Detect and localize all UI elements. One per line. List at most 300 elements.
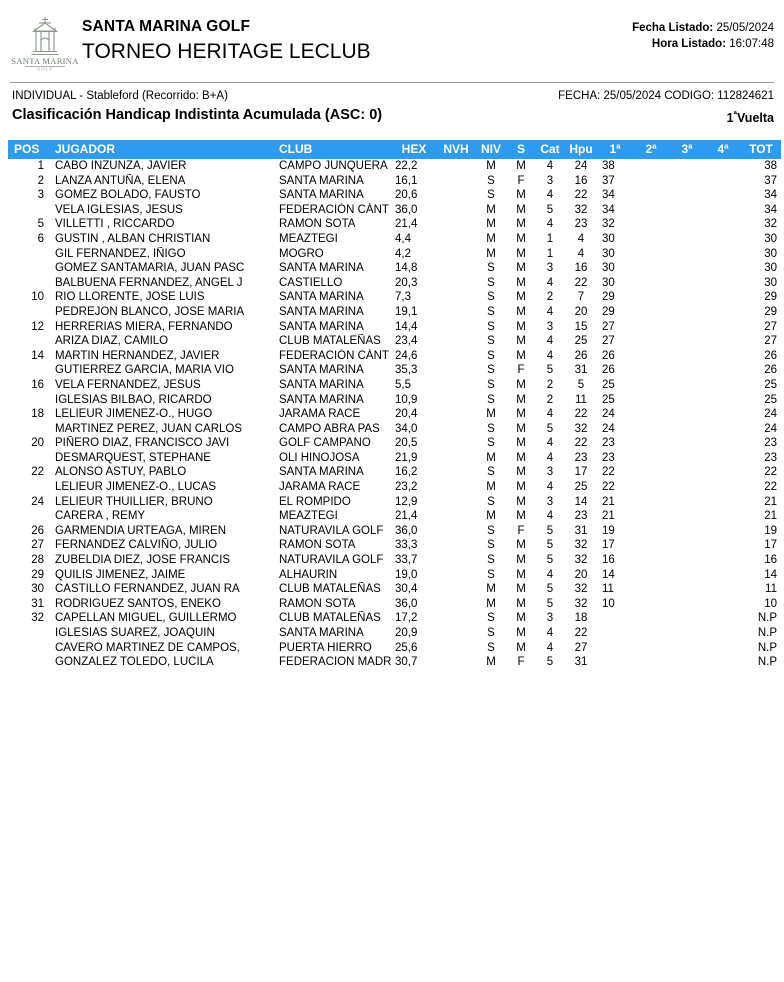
cell-round-1: 19 (602, 524, 615, 537)
cell-club: CLUB MATALEÑAS (279, 612, 381, 625)
cell-category: 4 (546, 276, 554, 289)
cell-player-name: ARIZA DIAZ, CAMILO (55, 335, 169, 348)
cell-player-name: GOMEZ BOLADO, FAUSTO (55, 189, 201, 202)
fecha-listado-value: 25/05/2024 (716, 22, 774, 34)
cell-niv: M (486, 218, 496, 231)
cell-hpu: 31 (574, 364, 588, 377)
cell-club: SANTA MARINA (279, 320, 364, 333)
cell-round-3 (669, 320, 705, 335)
cell-nvh (437, 509, 475, 524)
cell-round-1 (597, 626, 633, 641)
brand-block (82, 18, 371, 65)
cell-hex: 30,7 (395, 656, 418, 669)
column-header-round-2: 2ª (633, 140, 669, 159)
cell-round-3 (669, 422, 705, 437)
club-name: SANTA MARINA GOLF (82, 18, 251, 35)
cell-player-name: LANZA ANTUÑA, ELENA (55, 174, 186, 187)
table-row (8, 276, 781, 291)
cell-hex: 30,4 (395, 583, 418, 596)
cell-hpu: 17 (574, 466, 588, 479)
cell-round-1: 37 (602, 174, 615, 187)
cell-player-name: GUSTIN , ALBAN CHRISTIAN (55, 232, 211, 245)
cell-round-3 (669, 465, 705, 480)
cell-sex: M (516, 627, 526, 639)
cell-club: GOLF CAMPANO (279, 437, 371, 450)
cell-round-2 (633, 261, 669, 276)
cell-hpu: 22 (574, 276, 588, 289)
cell-total: 38 (764, 160, 777, 172)
cell-club: RAMON SOTA (279, 539, 356, 552)
cell-round-4 (705, 582, 741, 597)
column-header-jugador: JUGADOR (50, 140, 277, 159)
cell-round-3 (669, 451, 705, 466)
cell-position: 2 (37, 174, 44, 187)
cell-category: 3 (546, 262, 554, 275)
tournament-title: TORNEO HERITAGE LECLUB (82, 40, 371, 63)
cell-hpu: 32 (574, 203, 588, 216)
cell-club: RAMON SOTA (279, 218, 356, 231)
cell-round-2 (633, 495, 669, 510)
cell-round-2 (633, 538, 669, 553)
cell-position (8, 247, 50, 262)
cell-round-3 (669, 611, 705, 626)
cell-category: 4 (546, 160, 554, 172)
cell-hex: 20,5 (395, 437, 418, 450)
cell-round-2 (633, 276, 669, 291)
cell-hpu: 32 (574, 422, 588, 435)
cell-hex: 36,0 (395, 524, 418, 537)
cell-nvh (437, 276, 475, 291)
cell-hex: 25,6 (395, 641, 418, 654)
cell-hex: 35,3 (395, 364, 418, 377)
cell-round-2 (633, 334, 669, 349)
cell-category: 3 (546, 612, 554, 625)
cell-round-3 (669, 655, 705, 670)
cell-round-2 (633, 203, 669, 218)
cell-sex: M (516, 451, 526, 464)
cell-nvh (437, 422, 475, 437)
cell-club: CAMPO JUNQUERA (279, 160, 388, 172)
cell-hex: 7,3 (395, 291, 411, 304)
cell-hex: 4,4 (395, 232, 411, 245)
cell-round-1: 27 (602, 335, 615, 348)
cell-round-3 (669, 480, 705, 495)
cell-player-name: CAVERO MARTINEZ DE CAMPOS, (55, 641, 240, 654)
cell-position (8, 655, 50, 670)
cell-hpu: 22 (574, 437, 588, 450)
cell-hpu: 7 (577, 291, 585, 304)
cell-niv: S (487, 466, 495, 479)
cell-player-name: LELIEUR THUILLIER, BRUNO (55, 495, 213, 508)
cell-club: SANTA MARINA (279, 466, 364, 479)
cell-total: 16 (764, 554, 777, 567)
cell-round-3 (669, 407, 705, 422)
cell-round-3 (669, 393, 705, 408)
table-row (8, 363, 781, 378)
cell-round-2 (633, 290, 669, 305)
cell-nvh (437, 568, 475, 583)
cell-position: 24 (31, 495, 44, 508)
cell-player-name: RODRIGUEZ SANTOS, ENEKO (55, 597, 221, 610)
cell-total: 34 (764, 203, 777, 216)
cell-total: 11 (765, 583, 777, 596)
cell-round-3 (669, 247, 705, 262)
cell-total: 27 (764, 320, 777, 333)
cell-round-1 (597, 611, 633, 626)
chapel-monument-icon (8, 14, 82, 72)
logo-wordmark: SANTA MARINA (11, 56, 79, 66)
table-row (8, 290, 781, 305)
cell-round-1: 23 (602, 437, 615, 450)
cell-sex: M (516, 218, 526, 231)
table-row (8, 174, 781, 189)
cell-position (8, 261, 50, 276)
cell-round-1: 26 (602, 364, 615, 377)
cell-round-1: 29 (602, 291, 615, 304)
cell-club: MEAZTEGI (279, 510, 338, 523)
cell-total: 25 (764, 378, 777, 391)
cell-sex: M (516, 378, 526, 391)
table-row (8, 641, 781, 656)
cell-round-4 (705, 349, 741, 364)
cell-hex: 20,3 (395, 276, 418, 289)
cell-player-name: GUTIERREZ GARCIA, MARIA VIO (55, 364, 234, 377)
cell-niv: S (487, 437, 495, 450)
cell-round-4 (705, 641, 741, 656)
cell-nvh (437, 611, 475, 626)
cell-position (8, 422, 50, 437)
cell-hex: 16,2 (395, 466, 418, 479)
cell-hpu: 25 (574, 481, 588, 494)
table-row (8, 393, 781, 408)
cell-round-3 (669, 641, 705, 656)
cell-niv: M (486, 203, 496, 216)
cell-club: SANTA MARINA (279, 378, 364, 391)
cell-hpu: 24 (574, 160, 588, 172)
cell-niv: S (487, 349, 495, 362)
vuelta-ordinal-suffix: ª (733, 109, 737, 119)
cell-hpu: 16 (574, 262, 588, 275)
cell-niv: S (487, 393, 495, 406)
cell-round-1: 30 (602, 247, 615, 260)
cell-total: 27 (764, 335, 777, 348)
cell-category: 4 (546, 437, 554, 450)
column-header-nvh: NVH (437, 140, 475, 159)
cell-niv: S (487, 305, 495, 318)
cell-round-1: 34 (602, 189, 615, 202)
cell-round-1: 30 (602, 262, 615, 275)
cell-round-4 (705, 524, 741, 539)
cell-round-3 (669, 436, 705, 451)
cell-total: 32 (764, 218, 777, 231)
cell-round-2 (633, 611, 669, 626)
cell-niv: S (487, 262, 495, 275)
table-row (8, 524, 781, 539)
cell-round-3 (669, 232, 705, 247)
cell-sex: M (516, 305, 526, 318)
cell-player-name: BALBUENA FERNANDEZ, ANGEL J (55, 276, 243, 289)
cell-round-2 (633, 655, 669, 670)
cell-sex: M (516, 568, 526, 581)
cell-sex: F (517, 364, 525, 377)
cell-nvh (437, 626, 475, 641)
cell-player-name: RIO LLORENTE, JOSE LUIS (55, 291, 205, 304)
cell-nvh (437, 320, 475, 335)
cell-round-2 (633, 305, 669, 320)
cell-sex: M (516, 481, 526, 494)
santa-marina-logo (8, 14, 82, 72)
cell-nvh (437, 553, 475, 568)
cell-total: 37 (764, 174, 777, 187)
cell-total: 26 (764, 349, 777, 362)
cell-category: 4 (546, 510, 554, 523)
cell-category: 5 (546, 524, 554, 537)
cell-round-4 (705, 188, 741, 203)
column-header-round-4: 4ª (705, 140, 741, 159)
cell-category: 4 (546, 349, 554, 362)
cell-player-name: CASTILLO FERNANDEZ, JUAN RA (55, 583, 240, 596)
cell-sex: M (516, 232, 526, 245)
cell-round-1: 24 (602, 422, 615, 435)
cell-round-1 (597, 641, 633, 656)
cell-position: 6 (37, 232, 44, 245)
cell-club: MEAZTEGI (279, 232, 338, 245)
cell-round-3 (669, 188, 705, 203)
cell-player-name: IGLESIAS SUAREZ, JOAQUIN (55, 627, 215, 639)
table-row (8, 422, 781, 437)
table-row (8, 611, 781, 626)
cell-player-name: LELIEUR JIMENEZ-O., HUGO (55, 408, 213, 421)
cell-hex: 17,2 (395, 612, 418, 625)
cell-position: 22 (31, 466, 44, 479)
cell-position (8, 509, 50, 524)
cell-sex: M (516, 393, 526, 406)
cell-round-2 (633, 174, 669, 189)
cell-round-2 (633, 582, 669, 597)
cell-position: 16 (31, 378, 44, 391)
cell-hex: 24,6 (395, 349, 418, 362)
cell-sex: M (516, 554, 526, 567)
cell-sex: M (516, 612, 526, 625)
cell-category: 4 (546, 408, 554, 421)
cell-hpu: 25 (574, 335, 588, 348)
cell-round-3 (669, 290, 705, 305)
cell-sex: M (516, 335, 526, 348)
cell-round-2 (633, 436, 669, 451)
vuelta-indicator (727, 109, 774, 125)
cell-total: 24 (764, 408, 777, 421)
cell-position: 1 (37, 160, 44, 172)
cell-round-3 (669, 553, 705, 568)
cell-hpu: 18 (574, 612, 588, 625)
hora-listado-value: 16:07:48 (729, 38, 774, 50)
cell-nvh (437, 334, 475, 349)
cell-sex: M (516, 422, 526, 435)
cell-club: SANTA MARINA (279, 262, 364, 275)
cell-round-2 (633, 553, 669, 568)
table-row (8, 320, 781, 335)
cell-round-1: 25 (602, 393, 615, 406)
cell-round-1: 22 (602, 466, 615, 479)
cell-round-4 (705, 217, 741, 232)
cell-hpu: 23 (574, 218, 588, 231)
cell-round-2 (633, 363, 669, 378)
table-row (8, 436, 781, 451)
cell-sex: M (516, 349, 526, 362)
cell-round-4 (705, 422, 741, 437)
cell-category: 5 (546, 597, 554, 610)
classification-title: Clasificación Handicap Indistinta Acumulada (ASC: 0) (12, 107, 383, 123)
cell-round-1: 29 (602, 305, 615, 318)
cell-niv: S (487, 539, 495, 552)
cell-round-4 (705, 465, 741, 480)
document-header (0, 0, 784, 78)
cell-round-3 (669, 305, 705, 320)
cell-hpu: 22 (574, 189, 588, 202)
cell-hpu: 4 (577, 232, 585, 245)
cell-category: 1 (546, 247, 554, 260)
cell-total: 19 (764, 524, 777, 537)
cell-sex: M (516, 408, 526, 421)
logo-subwordmark: GOLF (37, 66, 53, 72)
cell-round-4 (705, 611, 741, 626)
cell-club: EL ROMPIDO (279, 495, 351, 508)
table-row (8, 232, 781, 247)
modality-label: INDIVIDUAL - Stableford (Recorrido: B+A) (12, 90, 228, 102)
table-row (8, 568, 781, 583)
cell-category: 3 (546, 320, 554, 333)
cell-hex: 23,4 (395, 335, 418, 348)
cell-niv: M (486, 583, 496, 596)
table-row (8, 407, 781, 422)
cell-club: SANTA MARINA (279, 364, 364, 377)
cell-sex: M (516, 203, 526, 216)
cell-category: 4 (546, 189, 554, 202)
cell-round-3 (669, 524, 705, 539)
cell-hpu: 32 (574, 583, 588, 596)
cell-total: 21 (764, 495, 777, 508)
cell-position: 30 (31, 583, 44, 596)
cell-sex: M (516, 466, 526, 479)
cell-sex: M (516, 641, 526, 654)
cell-round-1: 30 (602, 232, 615, 245)
hora-listado-row (632, 36, 774, 52)
cell-sex: M (516, 320, 526, 333)
cell-category: 4 (546, 627, 554, 639)
cell-nvh (437, 524, 475, 539)
cell-category: 4 (546, 335, 554, 348)
cell-sex: M (516, 510, 526, 523)
cell-hex: 33,3 (395, 539, 418, 552)
cell-round-3 (669, 626, 705, 641)
classification-subheader (0, 90, 784, 136)
cell-nvh (437, 480, 475, 495)
cell-hpu: 20 (574, 305, 588, 318)
cell-hpu: 15 (574, 320, 588, 333)
cell-round-4 (705, 480, 741, 495)
cell-round-1: 38 (602, 160, 615, 172)
cell-nvh (437, 655, 475, 670)
cell-nvh (437, 159, 475, 174)
cell-total: 24 (764, 422, 777, 435)
cell-hpu: 20 (574, 568, 588, 581)
cell-player-name: VELA FERNANDEZ, JESUS (55, 378, 201, 391)
cell-round-2 (633, 422, 669, 437)
cell-category: 4 (546, 481, 554, 494)
cell-hpu: 31 (574, 656, 588, 669)
cell-category: 4 (546, 305, 554, 318)
cell-category: 5 (546, 539, 554, 552)
table-row (8, 626, 781, 641)
cell-hpu: 5 (577, 378, 585, 391)
cell-round-2 (633, 320, 669, 335)
cell-niv: M (486, 451, 496, 464)
cell-round-1: 26 (602, 349, 615, 362)
cell-position: 31 (31, 597, 44, 610)
cell-category: 5 (546, 583, 554, 596)
cell-nvh (437, 247, 475, 262)
cell-sex: M (516, 583, 526, 596)
table-row (8, 247, 781, 262)
cell-niv: S (487, 276, 495, 289)
cell-round-3 (669, 363, 705, 378)
cell-nvh (437, 407, 475, 422)
cell-hex: 20,9 (395, 627, 418, 639)
cell-round-3 (669, 349, 705, 364)
cell-club: NATURAVILA GOLF (279, 554, 384, 567)
cell-round-4 (705, 378, 741, 393)
cell-position (8, 334, 50, 349)
table-row (8, 217, 781, 232)
cell-round-2 (633, 480, 669, 495)
cell-nvh (437, 349, 475, 364)
cell-nvh (437, 232, 475, 247)
cell-round-2 (633, 188, 669, 203)
cell-hex: 21,4 (395, 510, 418, 523)
cell-round-1: 32 (602, 218, 615, 231)
cell-total: 30 (764, 262, 777, 275)
cell-round-1: 16 (602, 554, 615, 567)
table-row (8, 597, 781, 612)
cell-hpu: 11 (575, 393, 587, 406)
cell-position (8, 305, 50, 320)
cell-round-2 (633, 407, 669, 422)
cell-club: JARAMA RACE (279, 408, 361, 421)
cell-round-3 (669, 582, 705, 597)
table-row (8, 159, 781, 174)
cell-nvh (437, 363, 475, 378)
cell-niv: M (486, 160, 496, 172)
cell-category: 3 (546, 495, 554, 508)
cell-category: 2 (546, 393, 554, 406)
table-row (8, 465, 781, 480)
cell-nvh (437, 203, 475, 218)
cell-position: 3 (37, 189, 44, 202)
cell-total: N.P (757, 656, 777, 669)
table-row (8, 203, 781, 218)
cell-total: 25 (764, 393, 777, 406)
cell-nvh (437, 495, 475, 510)
hora-listado-label: Hora Listado: (651, 38, 727, 50)
cell-round-3 (669, 276, 705, 291)
cell-round-2 (633, 247, 669, 262)
cell-round-4 (705, 538, 741, 553)
cell-player-name: GONZALEZ TOLEDO, LUCILA (55, 656, 214, 669)
cell-category: 2 (546, 378, 554, 391)
cell-sex: M (516, 189, 526, 202)
cell-total: N.P (757, 627, 777, 639)
cell-total: N.P (757, 612, 777, 625)
